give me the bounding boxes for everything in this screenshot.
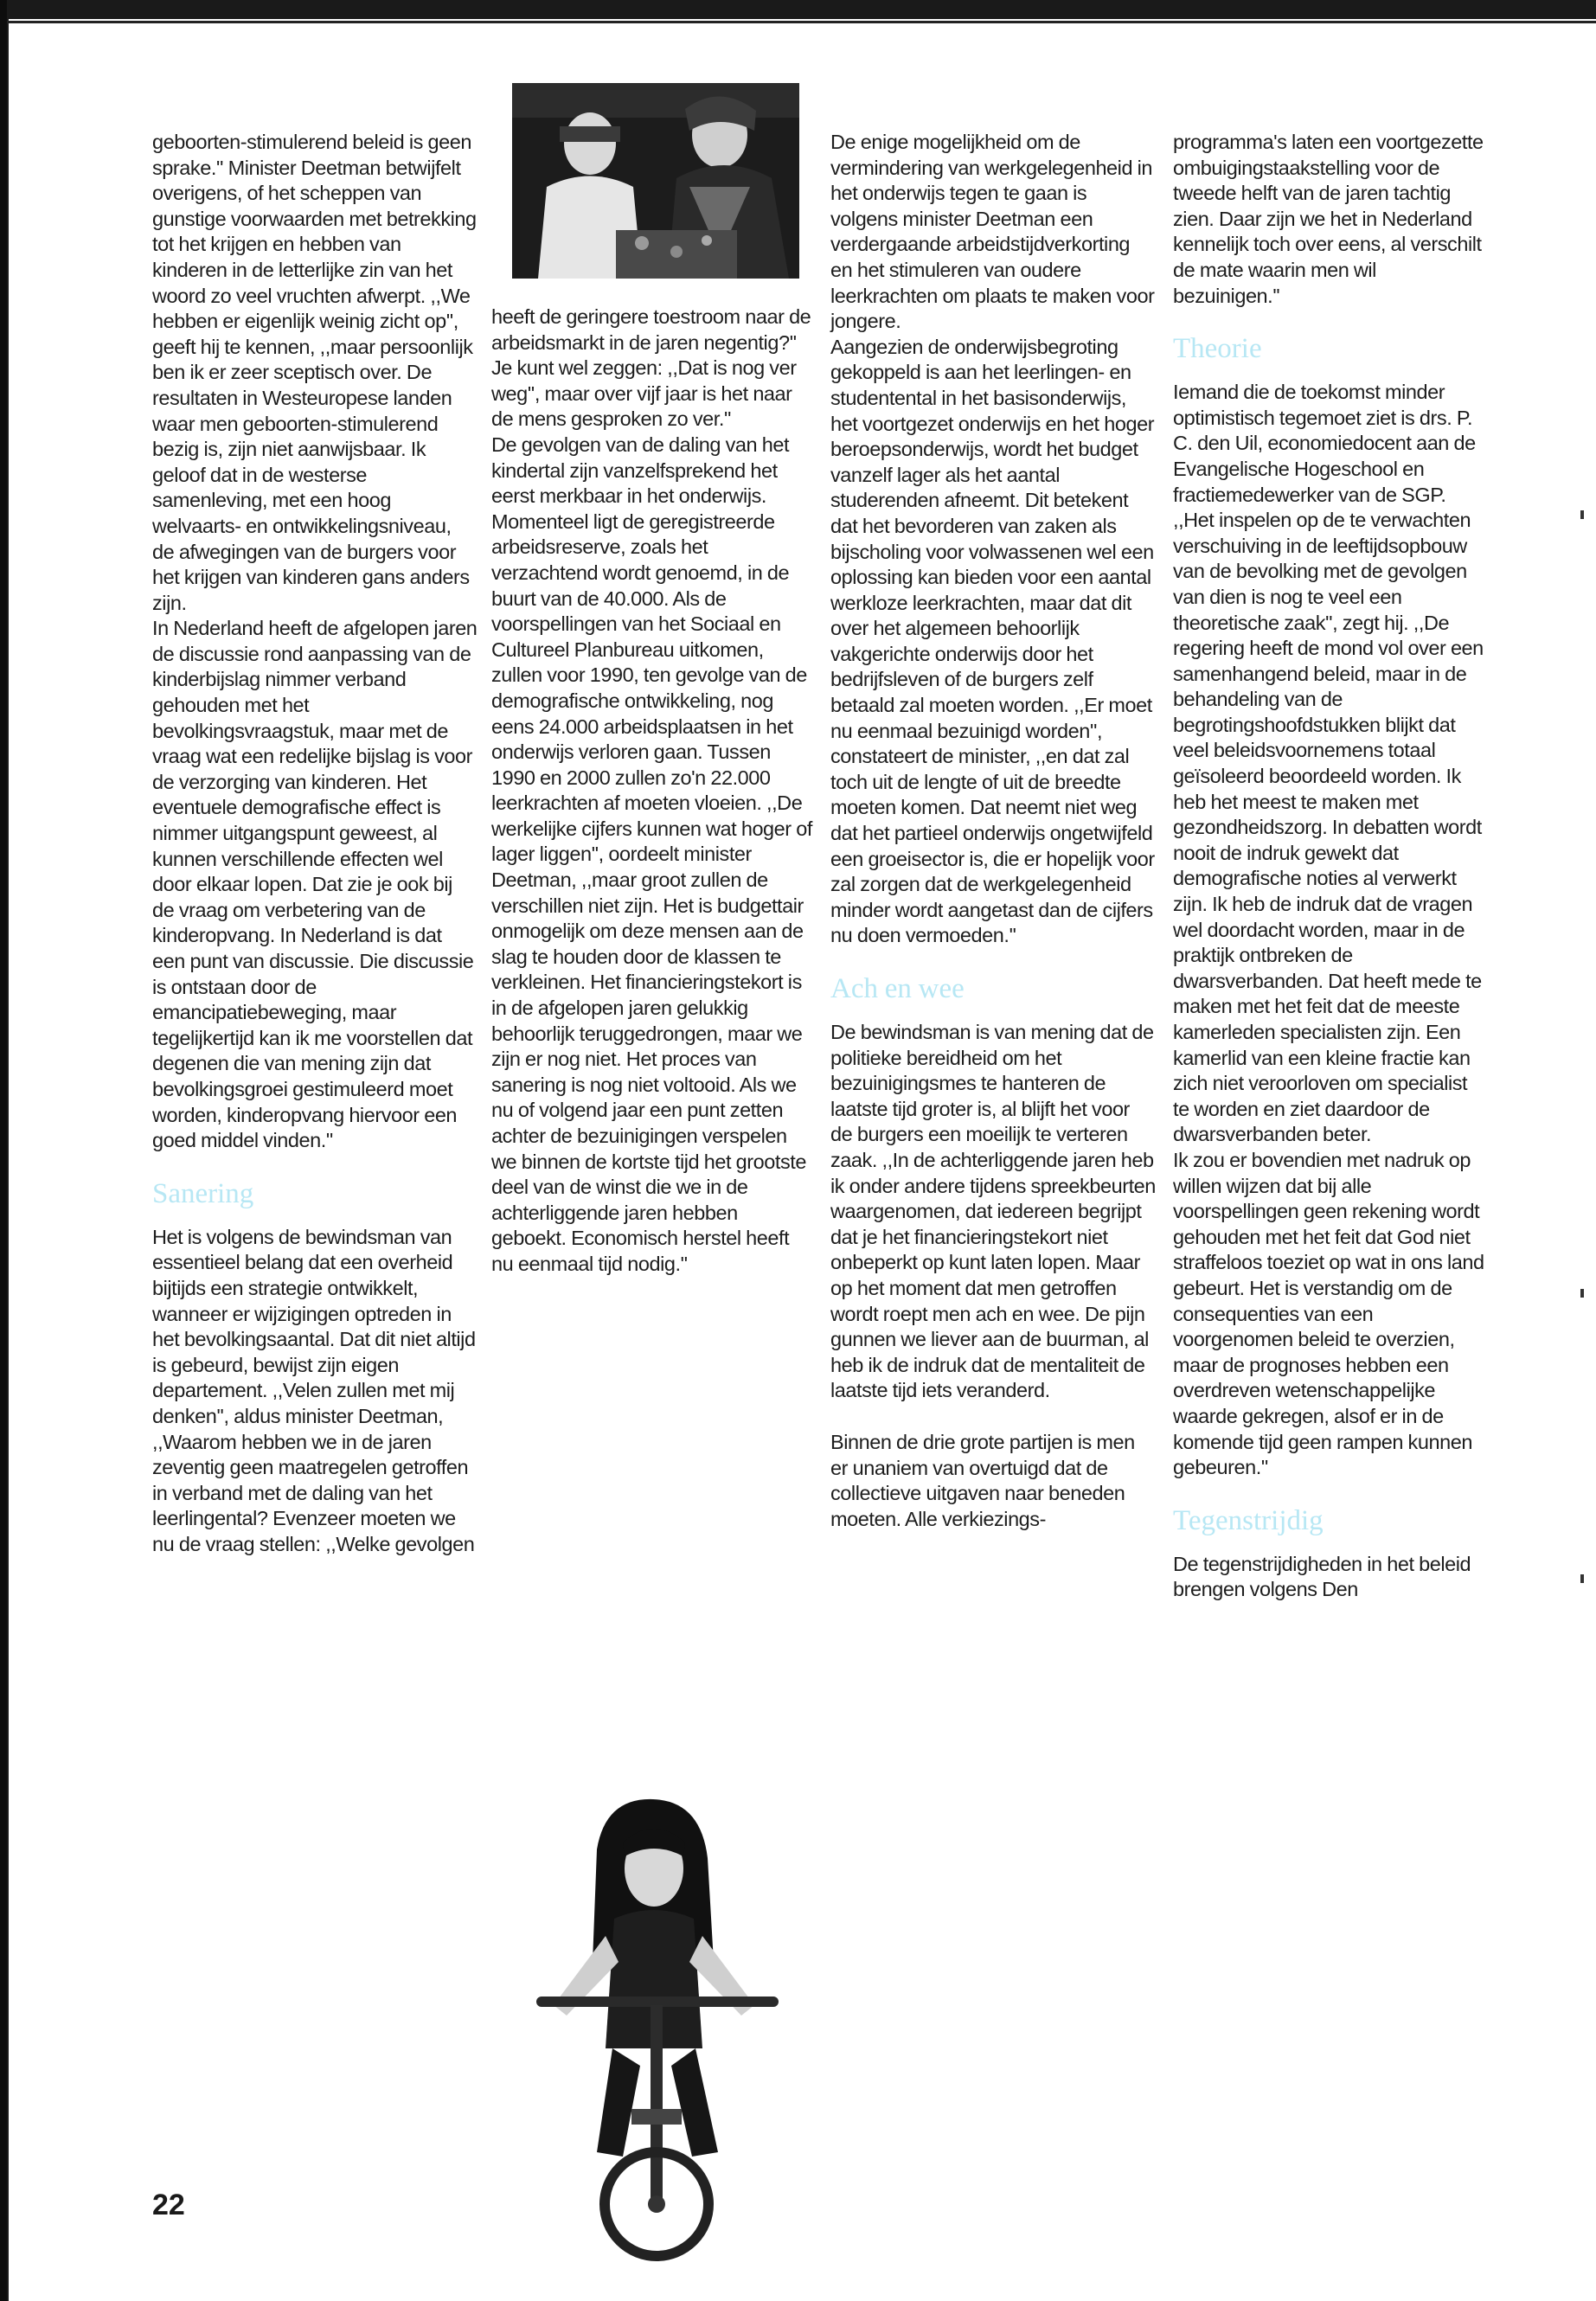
paragraph: geboorten-stimulerend beleid is geen sprake.'' Minister Deetman betwijfelt overigens, of het scheppen van gunstige voorwaarden met betrekking tot het krijgen en hebben van kinderen in de letterlijke zin van het woord zo veel vruchten afwerpt. ,,We hebben er eigenlijk weinig zicht op'', geeft hij te kennen, ,,maar persoonlijk ben ik er zeer sceptisch over. De resultaten in Westeuropese landen waar men geboorten-stimulerend bezig is, zijn niet aanwijsbaar. Ik geloof dat in de westerse samenleving, met een hoog welvaarts- en ontwikkelingsniveau, de afwegingen van de burgers voor het krijgen van kinderen gans anders zijn. <box>152 131 477 614</box>
paragraph: In Nederland heeft de afgelopen jaren de discussie rond aanpassing van de kinderbijslag nimmer verband gehouden met het bevolkingsvraagstuk, maar met de vraag wat een redelijke bijslag is voor de verzorging van kinderen. Het eventuele demografische effect is nimmer uitgangspunt geweest, al kunnen verschillende effecten wel door elkaar lopen. Dat zie je ook bij de vraag om verbetering van de kinderopvang. In Nederland is dat een punt van discussie. Die discussie is ontstaan door de emancipatiebeweging, maar tegelijkertijd kan ik me voorstellen dat degenen die van mening zijn dat bevolkingsgroei gestimuleerd moet worden, kinderopvang hiervoor een goed middel vinden.'' <box>152 617 478 1152</box>
subheading-sanering: Sanering <box>152 1177 254 1209</box>
scan-top-edge <box>7 21 1596 23</box>
subheading-ach-en-wee: Ach en wee <box>830 973 965 1004</box>
paragraph: programma's laten een voortgezette ombuigingstaakstelling voor de tweede helft van de jaren tachtig zien. Daar zijn we het in Nederland kennelijk toch over eens, al verschilt de mate waarin men wil bezuinigen.'' <box>1173 131 1484 307</box>
paragraph: Het is volgens de bewindsman van essentieel belang dat een overheid bijtijds een strategie ontwikkelt, wanneer er wijzigingen optreden in het bevolkingsaantal. Dat dit niet altijd is gebeurd, bewijst zijn eigen departement. ,,Velen zullen met mij denken'', aldus minister Deetman, ,,Waarom hebben we in de jaren zeventig geen maatregelen getroffen in verband met de daling van het leerlingental? Evenzeer moeten we nu de vraag stellen: ,,Welke gevolgen <box>152 1225 476 1555</box>
photo-girl-on-bicycle-image <box>502 1789 813 2273</box>
column-2 <box>491 304 813 1278</box>
photo-girl-on-bicycle <box>502 1789 813 2273</box>
photo-adults-at-table <box>512 83 799 279</box>
paragraph: De gevolgen van de daling van het kindertal zijn vanzelfsprekend het eerst merkbaar in het onderwijs. Momenteel ligt de geregistreerde arbeidsreserve, zoals het verzachtend wordt genoemd, in de buurt van de 40.000. Als de voorspellingen van het Sociaal en Cultureel Planbureau uitkomen, zullen voor 1990, ten gevolge van de demografische ontwikkeling, nog eens 24.000 arbeidsplaatsen in het onderwijs verloren gaan. Tussen 1990 en 2000 zullen zo'n 22.000 leerkrachten af moeten vloeien. ,,De werkelijke cijfers kunnen wat hoger of lager liggen'', oordeelt minister Deetman, ,,maar groot zullen de verschillen niet zijn. Het is budgettair onmogelijk om deze mensen aan de slag te houden door de klassen te verkleinen. Het financieringstekort is in de afgelopen jaren gelukkig behoorlijk teruggedrongen, maar we zijn er nog niet. Het proces van sanering is nog niet voltooid. Als we nu of volgend jaar een punt zetten achter de bezuinigingen verspelen we binnen de kortste tijd het grootste deel van de winst die we in de achterliggende jaren hebben geboekt. Economisch herstel heeft nu eenmaal tijd nodig.'' <box>491 433 812 1275</box>
page-number: 22 <box>152 2189 185 2221</box>
scan-margin-mark <box>1580 1574 1584 1583</box>
column-1 <box>152 130 478 1557</box>
column-4 <box>1173 130 1484 1603</box>
paragraph: heeft de geringere toestroom naar de arbeidsmarkt in de jaren negentig?'' Je kunt wel zeggen: ,,Dat is nog ver weg'', maar over vijf jaar is het naar de mens gesproken zo ver.'' <box>491 305 811 431</box>
subheading-tegenstrijdig: Tegenstrijdig <box>1173 1504 1324 1536</box>
paragraph: Iemand die de toekomst minder optimistisch tegemoet ziet is drs. P. C. den Uil, economiedocent aan de Evangelische Hogeschool en fractiemedewerker van de SGP. ,,Het inspelen op de te verwachten verschuiving in de leeftijdsopbouw van de bevolking met de gevolgen van dien is nog te veel een theoretische zaak'', zegt hij. ,,De regering heeft de mond vol over een samenhangend beleid, maar in de behandeling van de begrotingshoofdstukken blijkt dat veel beleidsvoornemens totaal geïsoleerd beoordeeld worden. Ik heb het meest te maken met gezondheidszorg. In debatten wordt nooit de indruk gewekt dat demografische noties al verwerkt zijn. Ik heb de indruk dat de vragen wel doordacht worden, maar in de praktijk ontbreken de dwarsverbanden. Dat heeft mede te maken met het feit dat de meeste kamerleden specialisten zijn. Een kamerlid van een kleine fractie kan zich niet veroorloven om specialist te worden en ziet daardoor de dwarsverbanden beter. <box>1173 381 1484 1146</box>
paragraph: Aangezien de onderwijsbegroting gekoppeld is aan het leerlingen- en studentental in het basisonderwijs, het voortgezet onderwijs en het hoger beroepsonderwijs, wordt het budget vanzelf lager als het aantal studerenden afneemt. Dit betekent dat het bevorderen van zaken als bijscholing voor volwassenen wel een oplossing kan bieden voor een aantal werkloze leerkrachten, maar dat dit over het algemeen behoorlijk vakgerichte onderwijs door het bedrijfsleven of de burgers zelf betaald zal moeten worden. ,,Er moet nu eenmaal bezuinigd worden'', constateert de minister, ,,en dat zal toch uit de lengte of uit de breedte moeten komen. Dat neemt niet weg dat het partieel onderwijs ongetwijfeld een groeisector is, die er hopelijk voor zal zorgen dat de werkgelegenheid minder wordt aangetast dan de cijfers nu doen vermoeden.'' <box>830 335 1155 947</box>
photo-adults-at-table-image <box>512 83 799 279</box>
scan-margin-mark <box>1580 510 1584 519</box>
subheading-theorie: Theorie <box>1173 333 1262 365</box>
scan-left-edge <box>0 0 7 2301</box>
paragraph: Ik zou er bovendien met nadruk op willen wijzen dat bij alle voorspellingen geen rekening wordt gehouden met het feit dat God niet straffeloos toeziet op wat in ons land gebeurt. Het is verstandig om de consequenties van een voorgenomen beleid te overzien, maar de prognoses hebben een overdreven wetenschappelijke waarde gekregen, alsof er in de komende tijd geen rampen kunnen gebeuren.'' <box>1173 1148 1484 1479</box>
paragraph: De bewindsman is van mening dat de politieke bereidheid om het bezuinigingsmes te hanteren de laatste tijd groter is, al blijft het voor de burgers een moeilijk te verteren zaak. ,,In de achterliggende jaren heb ik onder andere tijdens spreekbeurten waargenomen, dat iedereen begrijpt dat je het financieringstekort niet onbeperkt op kunt laten lopen. Maar op het moment dat men getroffen wordt roept men ach en wee. De pijn gunnen we liever aan de buurman, al heb ik de indruk dat de mentaliteit de laatste tijd iets veranderd. <box>830 1021 1156 1402</box>
scan-margin-mark <box>1580 1289 1584 1298</box>
column-3 <box>830 130 1156 1532</box>
paragraph: De enige mogelijkheid om de vermindering van werkgelegenheid in het onderwijs tegen te gaan is volgens minister Deetman een verdergaande arbeidstijdverkorting en het stimuleren van oudere leerkrachten om plaats te maken voor jongere. <box>830 131 1155 333</box>
paragraph: De tegenstrijdigheden in het beleid brengen volgens Den <box>1173 1552 1471 1601</box>
paragraph: Binnen de drie grote partijen is men er unaniem van overtuigd dat de collectieve uitgaven naar beneden moeten. Alle verkiezings- <box>830 1430 1135 1530</box>
